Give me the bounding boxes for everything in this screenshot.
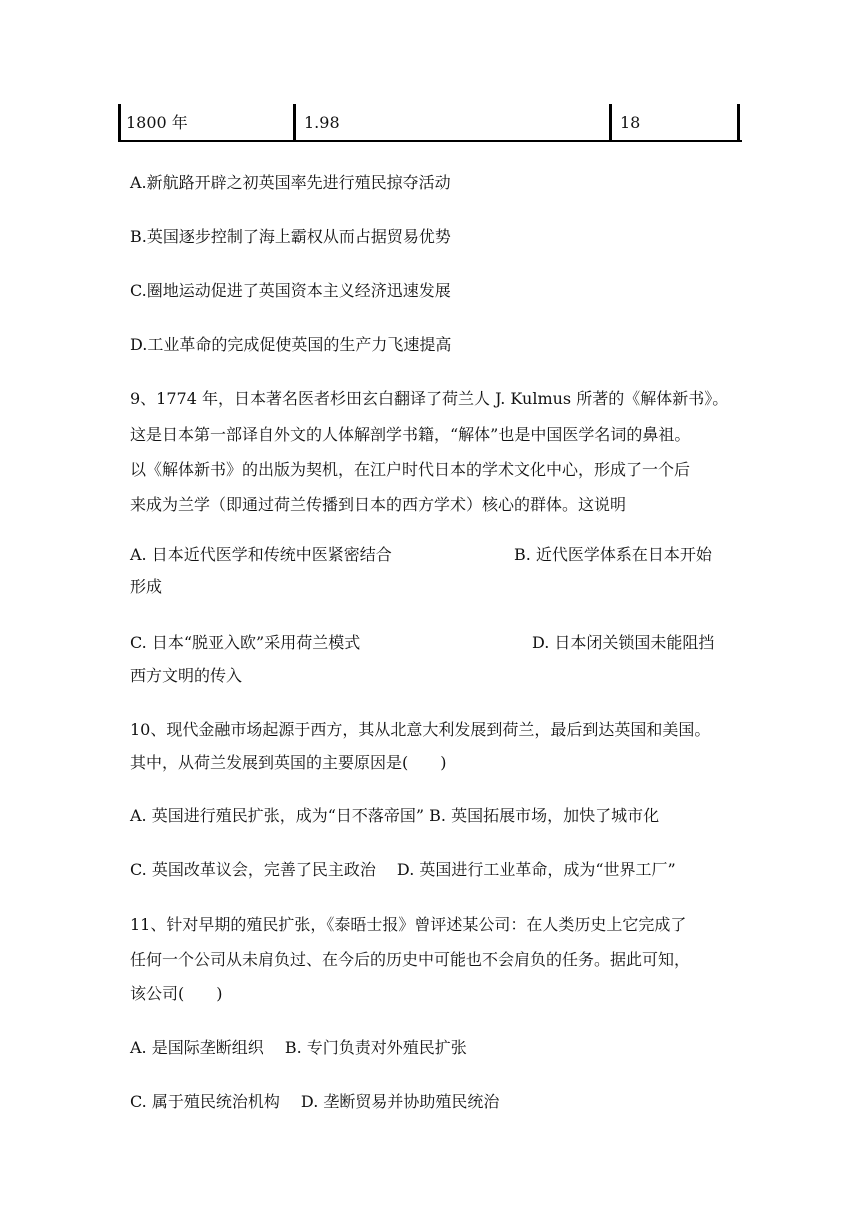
q9-option-b: B. 近代医学体系在日本开始 — [514, 545, 712, 564]
q11-text-line: 11、针对早期的殖民扩张，《泰晤士报》曾评述某公司：在人类历史上它完成了 — [130, 915, 687, 934]
q9-text-line: 以《解体新书》的出版为契机，在江户时代日本的学术文化中心，形成了一个后 — [130, 460, 691, 479]
q8-option-a: A.新航路开辟之初英国率先进行殖民掠夺活动 — [130, 173, 451, 192]
table-cell-value2: 18 — [614, 104, 742, 142]
table-border — [609, 104, 612, 142]
q11-options-row: C. 属于殖民统治机构 D. 垄断贸易并协助殖民统治 — [130, 1092, 500, 1111]
q11-text-line: 该公司( ) — [130, 984, 223, 1003]
q8-option-b: B.英国逐步控制了海上霸权从而占据贸易优势 — [130, 227, 451, 246]
q11-options-row: A. 是国际垄断组织 B. 专门负责对外殖民扩张 — [130, 1038, 467, 1057]
table-cell-value1: 1.98 — [298, 104, 614, 142]
q10-text-line: 其中，从荷兰发展到英国的主要原因是( ) — [130, 753, 447, 772]
q9-text-line: 9、1774 年，日本著名医者杉田玄白翻译了荷兰人 J. Kulmus 所著的《解体新书》。 — [130, 389, 729, 408]
q10-options-row: A. 英国进行殖民扩张，成为“日不落帝国” B. 英国拓展市场，加快了城市化 — [130, 806, 660, 825]
q8-option-c: C.圈地运动促进了英国资本主义经济迅速发展 — [130, 281, 451, 300]
table-border — [737, 104, 740, 142]
q9-text-line: 这是日本第一部译自外文的人体解剖学书籍，“解体”也是中国医学名词的鼻祖。 — [130, 425, 691, 444]
q11-text-line: 任何一个公司从未肩负过、在今后的历史中可能也不会肩负的任务。据此可知， — [130, 950, 691, 969]
data-table-row — [118, 104, 740, 142]
q10-text-line: 10、现代金融市场起源于西方，其从北意大利发展到荷兰，最后到达英国和美国。 — [130, 720, 711, 739]
q9-text-line: 来成为兰学（即通过荷兰传播到日本的西方学术）核心的群体。这说明 — [130, 495, 627, 514]
q10-options-row: C. 英国改革议会，完善了民主政治 D. 英国进行工业革命，成为“世界工厂” — [130, 860, 676, 879]
q8-option-d: D.工业革命的完成促使英国的生产力飞速提高 — [130, 335, 452, 354]
q9-option-c: C. 日本“脱亚入欧”采用荷兰模式 — [130, 633, 361, 652]
table-border — [293, 104, 296, 142]
q9-option-a: A. 日本近代医学和传统中医紧密结合 — [130, 545, 392, 564]
q9-option-d: D. 日本闭关锁国未能阻挡 — [532, 633, 715, 652]
q9-option-d-cont: 西方文明的传入 — [130, 666, 243, 685]
q9-option-b-cont: 形成 — [130, 577, 163, 596]
table-cell-year: 1800 年 — [118, 104, 300, 142]
